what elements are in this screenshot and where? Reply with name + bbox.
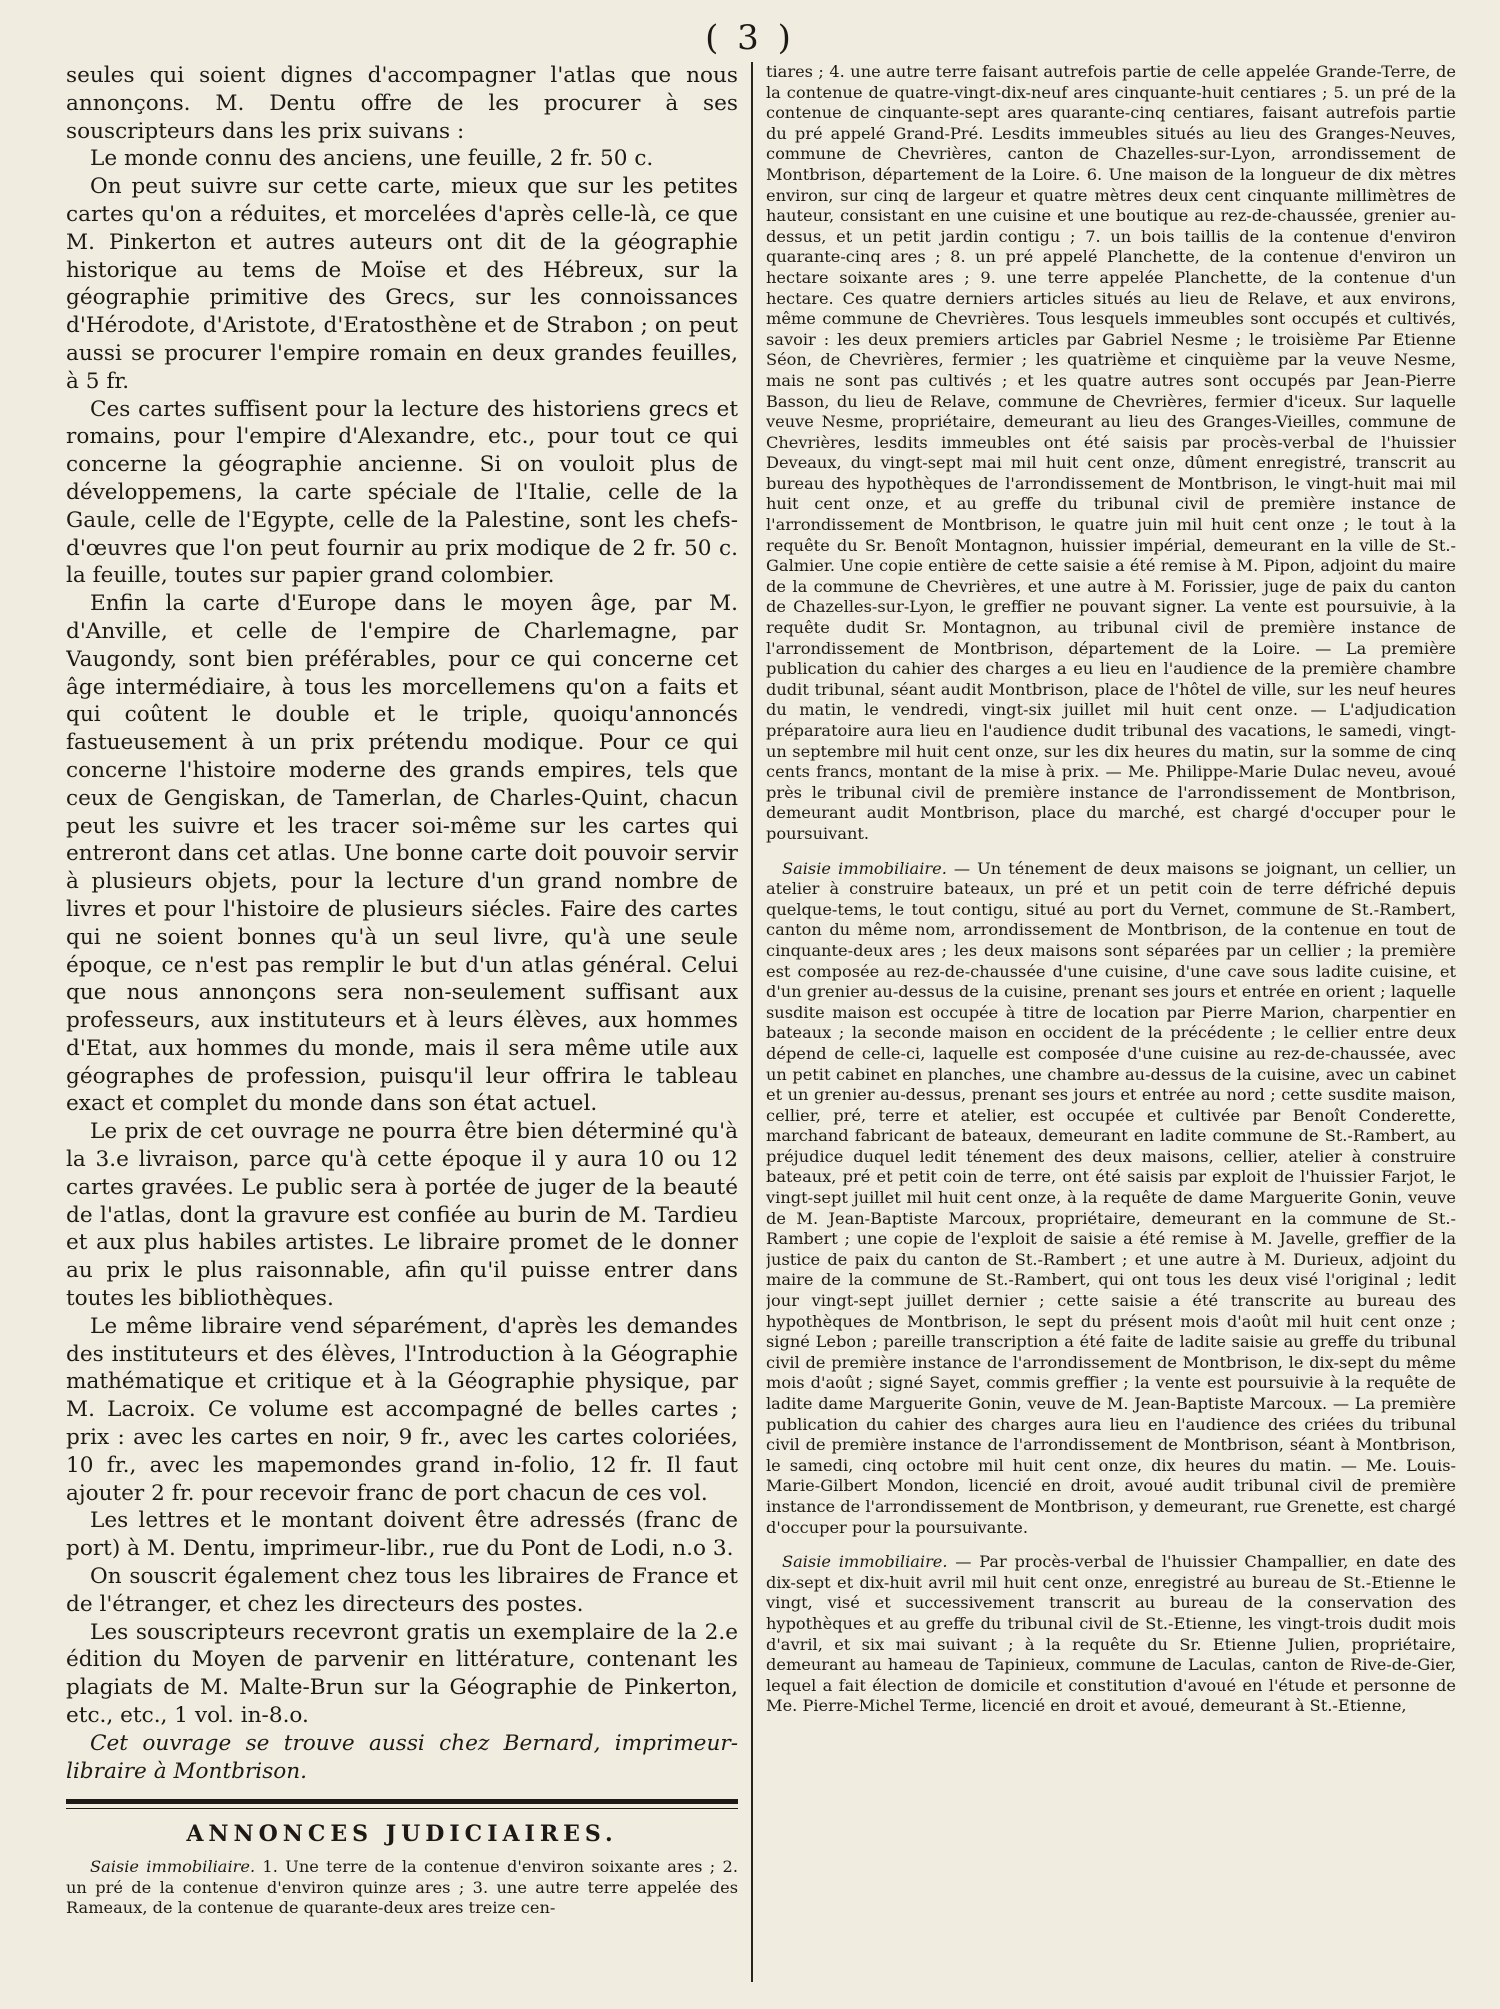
notice-text: 1. Une terre de la contenue d'environ soixante ares ; 2. un pré de la contenue d'environ quinze ares ; 3. une autre terre appelée des Rameaux, de la contenue de quarante-deux ares treize cen- xyxy=(66,1857,738,1918)
judicial-notice xyxy=(766,859,1456,1539)
paragraph: Le même libraire vend séparément, d'après les demandes des instituteurs et des élèves, l'Introduction à la Géographie mathématique et critique et à la Géographie physique, par M. Lacroix. Ce volume est accompagné de belles cartes ; prix : avec les cartes en noir, 9 fr., avec les cartes coloriées, 10 fr., avec les mapemondes grand in-folio, 12 fr. Il faut ajouter 2 fr. pour recevoir franc de port chacun de ces vol. xyxy=(66,1313,738,1506)
paragraph: Enfin la carte d'Europe dans le moyen âge, par M. d'Anville, et celle de l'empire de Charlemagne, par Vaugondy, sont bien préférables, pour ce qui concerne cet âge intermédiaire, à tous les morcellemens qu'on a faits et qui coûtent le double et le triple, quoiqu'annoncés fastueusement à un prix prétendu modique. Pour ce qui concerne l'histoire moderne des grands empires, tels que ceux de Gengiskan, de Tamerlan, de Charles-Quint, chacun peut les suivre et les tracer soi-même sur les cartes qui entreront dans cet atlas. Une bonne carte doit pouvoir servir à plusieurs objets, pour la lecture d'un grand nombre de livres et pour l'histoire de plusieurs siécles. Faire des cartes qui ne soient bonnes qu'à un seul livre, qu'à une seule époque, ce n'est pas remplir le but d'un atlas général. Celui que nous annonçons sera non-seulement suffisant aux professeurs, aux instituteurs et à leurs élèves, aux hommes d'Etat, aux hommes du monde, mais il sera même utile aux géographes de profession, puisqu'il leur offrira le tableau exact et complet du monde dans son état actuel. xyxy=(66,591,738,1117)
column-divider xyxy=(751,62,753,1982)
paragraph: On peut suivre sur cette carte, mieux que sur les petites cartes qu'on a réduites, et morcelées d'après celle-là, ce que M. Pinkerton et autres auteurs ont dit de la géographie historique au tems de Moïse et des Hébreux, sur la géographie primitive des Grecs, sur les connoissances d'Hérodote, d'Aristote, d'Eratosthène et de Strabon ; on peut aussi se procurer l'empire romain en deux grandes feuilles, à 5 fr. xyxy=(66,174,738,394)
paragraph: seules qui soient dignes d'accompagner l'atlas que nous annonçons. M. Dentu offre de les procurer à ses souscripteurs dans les prix suivans : xyxy=(66,63,738,144)
paragraph: Les lettres et le montant doivent être adressés (franc de port) à M. Dentu, imprimeur-libr., rue du Pont de Lodi, n.o 3. xyxy=(66,1508,738,1562)
judicial-notice xyxy=(66,1857,738,1919)
notice-text: — Un ténement de deux maisons se joignant, un cellier, un atelier à construire bateaux, un pré et un petit coin de terre défriché depuis quelque-tems, le tout contigu, situé au port du Vernet, commune de St.-Rambert, canton du même nom, arrondissement de Montbrison, de la contenue en tout de cinquante-deux ares ; les deux maisons sont séparées par un cellier ; la première est composée au rez-de-chaussée d'une cuisine, d'une cave sous ladite cuisine, et d'un grenier au-dessus de la cuisine, prenant ses jours et entrée en orient ; laquelle susdite maison est occupée à titre de location par Pierre Marion, charpentier en bateaux ; la seconde maison en occident de la précédente ; le cellier entre deux dépend de celle-ci, laquelle est composée d'une cuisine au rez-de-chaussée, avec un petit cabinet en planches, une chambre au-dessus de la cuisine, avec un cabinet et un grenier au-dessus, prenant ses jours et entrée au nord ; cette susdite maison, cellier, pré, terre et atelier, est occupée et cultivée par Benoît Conderette, marchand fabricant de bateaux, demeurant en ladite commune de St.-Rambert, au préjudice duquel ledit ténement des deux maisons, cellier, atelier à construire bateaux, pré et petit coin de terre, ont été saisis par exploit de l'huissier Farjot, le vingt-sept juillet mil huit cent onze, à la requête de dame Marguerite Gonin, veuve de M. Jean-Baptiste Marcoux, propriétaire, demeurant en la commune de St.-Rambert ; une copie de l'exploit de saisie a été remise à M. Javelle, greffier de la justice de paix du canton de St.-Rambert ; et une autre à M. Durieux, adjoint du maire de la commune de St.-Rambert, qui ont tous les deux visé l'original ; ledit jour vingt-sept juillet dernier ; cette saisie a été transcrite au bureau des hypothèques de Montbrison, le sept du présent mois d'août mil huit cent onze ; signé Lebon ; pareille transcription a été faite de ladite saisie au greffe du tribunal civil de première instance de l'arrondissement de Montbrison, le dix-sept du même mois d'août ; signé Sayet, commis greffier ; la vente est poursuivie à la requête de ladite dame Marguerite Gonin, veuve de M. Jean-Baptiste Marcoux. — La première publication du cahier des charges aura lieu en l'audience des criées du tribunal civil de première instance de l'arrondissement de Montbrison, séant à Montbrison, le samedi, cinq octobre mil huit cent onze, dix heures du matin. — Me. Louis-Marie-Gilbert Mondon, licencié en droit, avoué audit tribunal civil de première instance de l'arrondissement de Montbrison, y demeurant, rue Grenette, est chargé d'occuper pour la poursuivante. xyxy=(766,858,1456,1537)
section-title: ANNONCES JUDICIAIRES. xyxy=(186,1821,618,1848)
notice-label: Saisie immobiliaire. xyxy=(90,1857,256,1877)
paragraph: tiares ; 4. une autre terre faisant autrefois partie de celle appelée Grande-Terre, de la contenue de quatre-vingt-dix-neuf ares cinquante-huit centiares ; 5. un pré de la contenue de cinquante-sept ares quarante-cinq centiares, faisant autrefois partie du pré appelé Grand-Pré. Lesdits immeubles situés au lieu des Granges-Neuves, commune de Chevrières, canton de Chazelles-sur-Lyon, arrondissement de Montbrison, département de la Loire. 6. Une maison de la longueur de dix mètres environ, sur cinq de largeur et quatre mètres deux cent cinquante millimètres de hauteur, consistant en une cuisine et une boutique au rez-de-chaussée, grenier au-dessus, et un petit jardin contigu ; 7. un bois taillis de la contenue d'environ quarante-cinq ares ; 8. un pré appelé Planchette, de la contenue d'environ un hectare soixante ares ; 9. une terre appelée Planchette, de la contenue d'un hectare. Ces quatre derniers articles situés au lieu de Relave, et aux environs, même commune de Chevrières. Tous lesquels immeubles sont occupés et cultivés, savoir : les deux premiers articles par Gabriel Nesme ; le troisième Par Etienne Séon, de Chevrières, fermier ; les quatrième et cinquième par la veuve Nesme, mais ne sont pas cultivés ; et les quatre autres sont occupés par Jean-Pierre Basson, du lieu de Relave, commune de Chevrières, fermier d'iceux. Sur laquelle veuve Nesme, propriétaire, demeurant au lieu des Granges-Vieilles, commune de Chevrières, lesdits immeubles ont été saisis par procès-verbal de l'huissier Deveaux, du vingt-sept mai mil huit cent onze, dûment enregistré, transcrit au bureau des hypothèques de l'arrondissement de Montbrison, le vingt-huit mai mil huit cent onze, et au greffe du tribunal civil de première instance de l'arrondissement de Montbrison, le quatre juin mil huit cent onze ; le tout à la requête du Sr. Benoît Montagnon, huissier impérial, demeurant en la ville de St.-Galmier. Une copie entière de cette saisie a été remise à M. Pipon, adjoint du maire de la commune de Chevrières, et une autre à M. Forissier, juge de paix du canton de Chazelles-sur-Lyon, le greffier ne pouvant signer. La vente est poursuivie, à la requête dudit Sr. Montagnon, au tribunal civil de première instance de l'arrondissement de Montbrison, département de la Loire. — La première publication du cahier des charges a eu lieu en l'audience de la première chambre dudit tribunal, séant audit Montbrison, place de l'hôtel de ville, sur les neuf heures du matin, le vendredi, vingt-six juillet mil huit cent onze. — L'adjudication préparatoire aura lieu en l'audience dudit tribunal des vacations, le samedi, vingt-un septembre mil huit cent onze, sur les dix heures du matin, sur la somme de cinq cents francs, montant de la mise à prix. — Me. Philippe-Marie Dulac neveu, avoué près le tribunal civil de première instance de l'arrondissement de Montbrison, demeurant audit Montbrison, place du marché, est chargé d'occuper pour le poursuivant. xyxy=(766,62,1456,843)
paragraph: Le prix de cet ouvrage ne pourra être bien déterminé qu'à la 3.e livraison, parce qu'à cette époque il y aura 10 ou 12 cartes gravées. Le public sera à portée de juger de la beauté de l'atlas, dont la gravure est confiée au burin de M. Tardieu et aux plus habiles artistes. Le libraire promet de le donner au prix le plus raisonnable, afin qu'il puisse entrer dans toutes les bibliothèques. xyxy=(66,1119,738,1312)
notice-label: Saisie immobiliaire. xyxy=(782,1552,948,1572)
paragraph: Ces cartes suffisent pour la lecture des historiens grecs et romains, pour l'empire d'Alexandre, etc., pour tout ce qui concerne la géographie ancienne. Si on vouloit plus de développemens, la carte spéciale de l'Italie, celle de la Gaule, celle de l'Egypte, celle de la Palestine, sont les chefs-d'œuvres que l'on peut fournir au prix modique de 2 fr. 50 c. la feuille, toutes sur papier grand colombier. xyxy=(66,396,738,589)
paragraph: Le monde connu des anciens, une feuille, 2 fr. 50 c. xyxy=(90,146,654,172)
notice-label: Saisie immobiliaire. xyxy=(782,858,947,878)
section-divider-thin xyxy=(66,1808,738,1809)
right-column xyxy=(766,62,1456,1999)
paragraph: Les souscripteurs recevront gratis un exemplaire de la 2.e édition du Moyen de parvenir en littérature, contenant les plagiats de M. Malte-Brun sur la Géographie de Pinkerton, etc., etc., 1 vol. in-8.o. xyxy=(66,1619,738,1729)
page-number: ( 3 ) xyxy=(705,18,795,58)
paragraph: On souscrit également chez tous les libraires de France et de l'étranger, et chez les directeurs des postes. xyxy=(66,1564,738,1617)
judicial-notice xyxy=(766,1552,1456,1717)
left-column xyxy=(66,62,738,1999)
paragraph: Cet ouvrage se trouve aussi chez Bernard, imprimeur-libraire à Montbrison. xyxy=(66,1730,738,1784)
section-divider-thick xyxy=(66,1799,738,1804)
notice-text: — Par procès-verbal de l'huissier Champallier, en date des dix-sept et dix-huit avril mil huit cent onze, enregistré au bureau de St.-Etienne le vingt, visé et successivement transcrit au bureau de la conservation des hypothèques et au greffe du tribunal civil de St.-Etienne, les vingt-trois dudit mois d'avril, et six mai suivant ; à la requête du Sr. Etienne Julien, propriétaire, demeurant au hameau de Tapinieux, commune de Laculas, canton de Rive-de-Gier, lequel a fait élection de domicile et constitution d'avoué en l'étude et personne de Me. Pierre-Michel Terme, licencié en droit et avoué, demeurant à St.-Etienne, xyxy=(766,1552,1456,1716)
